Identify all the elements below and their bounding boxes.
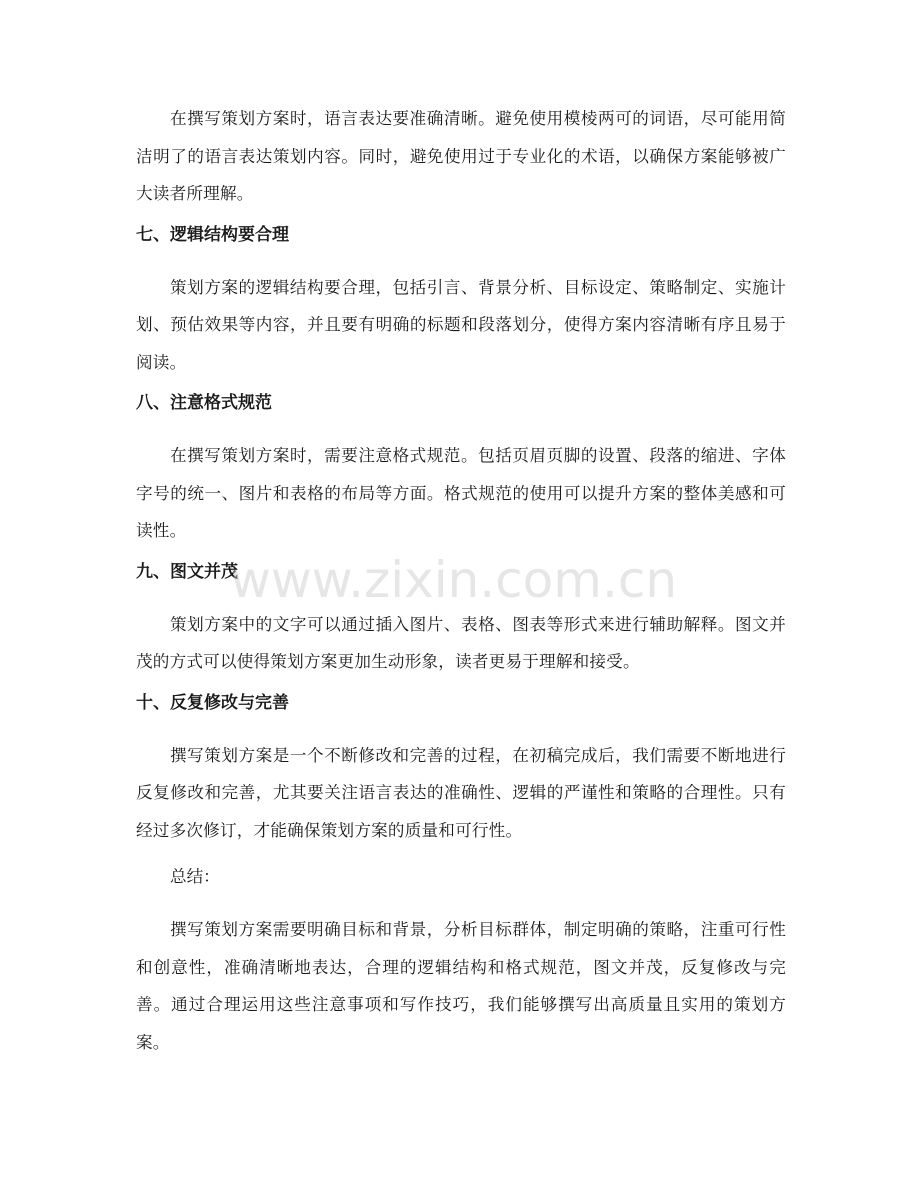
intro-paragraph: 在撰写策划方案时，语言表达要准确清晰。避免使用模棱两可的词语，尽可能用简洁明了的语言表达策划内容。同时，避免使用过于专业化的术语，以确保方案能够被广大读者所理解。 [136, 109, 786, 203]
section-heading-7: 七、逻辑结构要合理 [136, 224, 289, 245]
section-body-10: 撰写策划方案是一个不断修改和完善的过程，在初稿完成后，我们需要不断地进行反复修改和完善，尤其要关注语言表达的准确性、逻辑的严谨性和策略的合理性。只有经过多次修订，才能确保策划方案的质量和可行性。 [136, 745, 786, 840]
summary-label: 总结： [170, 867, 220, 886]
section-body-9: 策划方案中的文字可以通过插入图片、表格、图表等形式来进行辅助解释。图文并茂的方式可以使得策划方案更加生动形象，读者更易于理解和接受。 [136, 614, 786, 671]
section-body-8: 在撰写策划方案时，需要注意格式规范。包括页眉页脚的设置、段落的缩进、字体字号的统一、图片和表格的布局等方面。格式规范的使用可以提升方案的整体美感和可读性。 [136, 446, 786, 540]
document-body [136, 100, 786, 1061]
section-heading-9: 九、图文并茂 [136, 561, 238, 582]
section-heading-8: 八、注意格式规范 [136, 393, 272, 413]
summary-body: 撰写策划方案需要明确目标和背景，分析目标群体，制定明确的策略，注重可行性和创意性，准确清晰地表达，合理的逻辑结构和格式规范，图文并茂，反复修改与完善。通过合理运用这些注意事项和写作技巧，我们能够撰写出高质量且实用的策划方案。 [136, 920, 786, 1052]
section-heading-10: 十、反复修改与完善 [136, 692, 289, 713]
section-body-7: 策划方案的逻辑结构要合理，包括引言、背景分析、目标设定、策略制定、实施计划、预估效果等内容，并且要有明确的标题和段落划分，使得方案内容清晰有序且易于阅读。 [136, 277, 786, 372]
watermark-text: www.zixin.com.cn [230, 551, 678, 609]
